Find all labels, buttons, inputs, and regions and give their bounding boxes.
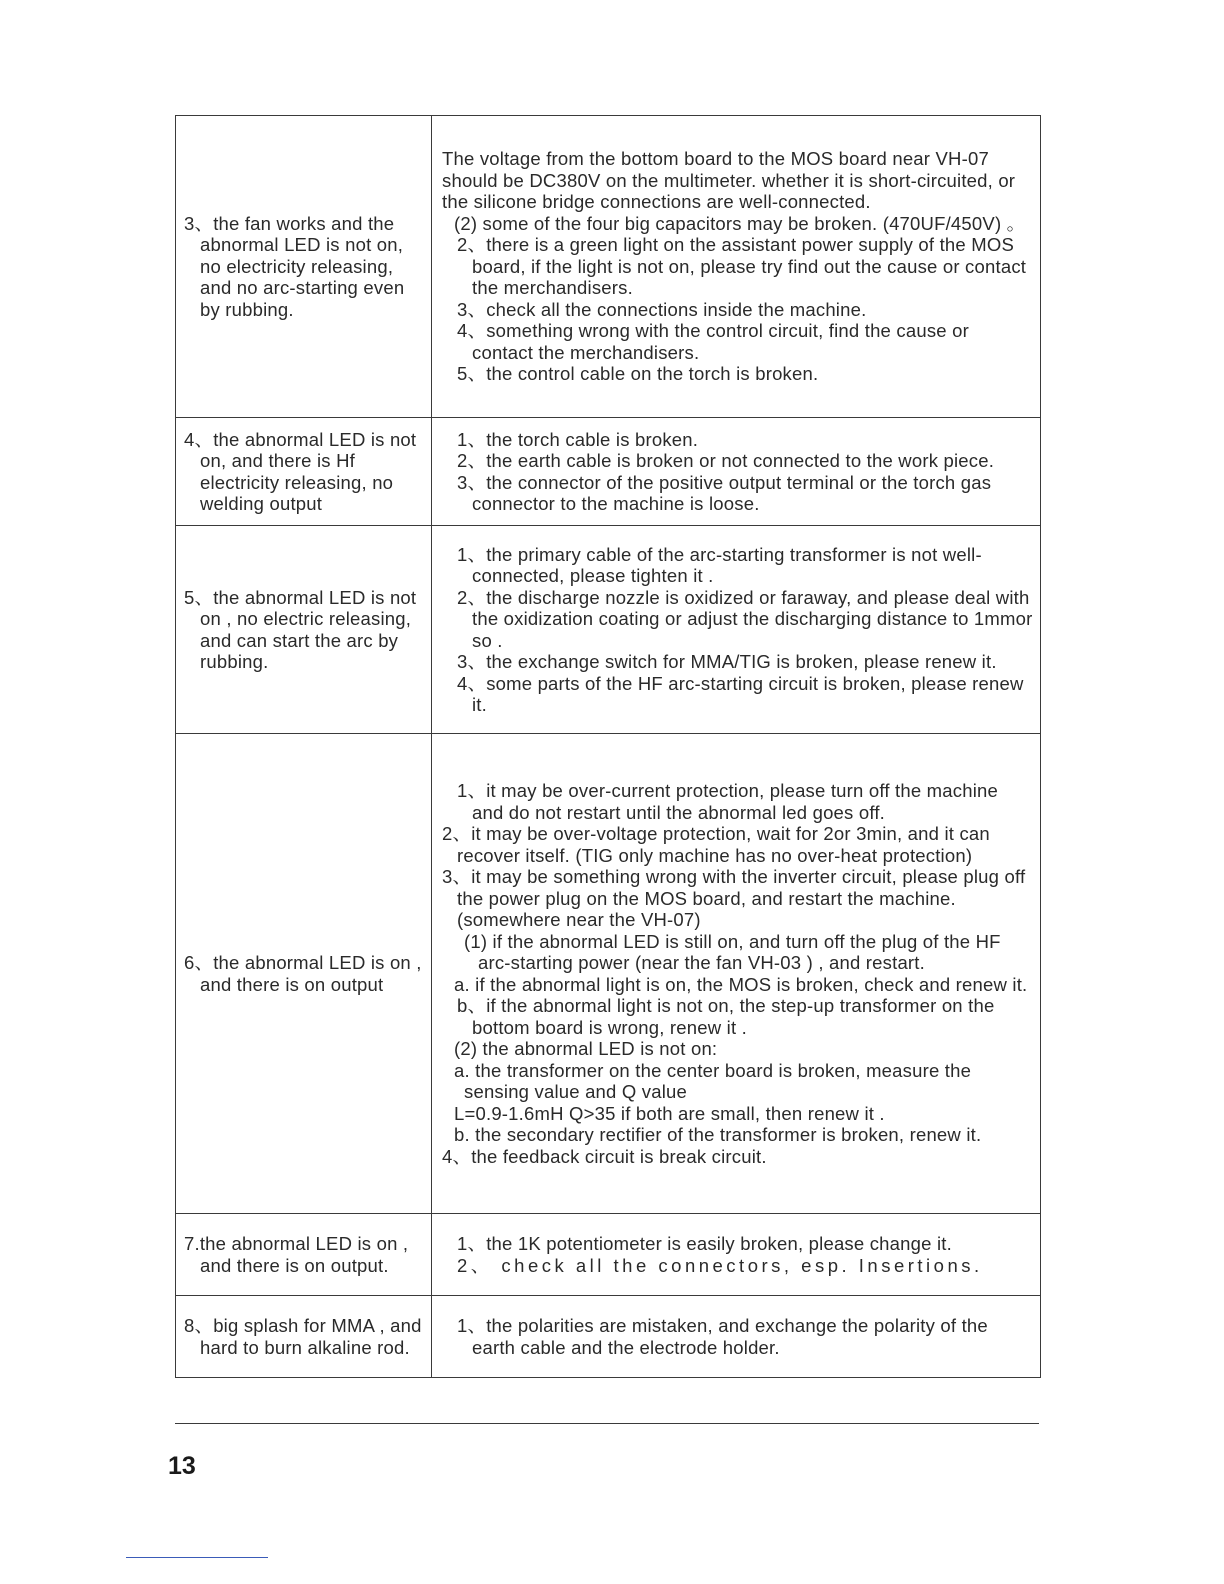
symptom-cell [176, 418, 432, 526]
troubleshooting-table [175, 115, 1041, 1378]
symptom-text: 4、the abnormal LED is not on, and there is Hf electricity releasing, no welding output [184, 428, 417, 514]
symptom-text: 8、big splash for MMA , and hard to burn alkaline rod. [184, 1315, 422, 1358]
symptom-text: 6、the abnormal LED is on , and there is on output [184, 952, 422, 995]
remedy-line: (2) the abnormal LED is not on: [454, 1038, 718, 1059]
symptom-cell [176, 1296, 432, 1378]
symptom-cell [176, 526, 432, 734]
remedy-line: 2、the earth cable is broken or not connected to the work piece. [457, 450, 995, 471]
remedy-line: 5、the control cable on the torch is broken. [457, 363, 819, 385]
remedy-line: 3、the connector of the positive output terminal or the torch gas connector to the machine is loose. [457, 471, 992, 514]
remedy-line: (2) some of the four big capacitors may be broken. (470UF/450V) 。 [454, 212, 1026, 234]
remedy-cell [432, 1214, 1041, 1296]
table-row [176, 734, 1041, 1214]
remedy-line: 2、the discharge nozzle is oxidized or faraway, and please deal with the oxidization coating or adjust the discharging distance to 1mmor so . [457, 586, 1033, 651]
symptom-cell [176, 116, 432, 418]
symptom-text: 3、the fan works and the abnormal LED is not on, no electricity releasing, and no arc-starting even by rubbing. [184, 212, 405, 320]
table-row [176, 526, 1041, 734]
remedy-cell [432, 418, 1041, 526]
table-row [176, 116, 1041, 418]
remedy-line: 2、 check all the connectors, esp. Insertions. [457, 1254, 983, 1276]
symptom-text: 5、the abnormal LED is not on , no electric releasing, and can start the arc by rubbing. [184, 586, 417, 672]
symptom-cell [176, 734, 432, 1214]
remedy-line: 4、the feedback circuit is break circuit. [442, 1145, 767, 1167]
symptom-cell [176, 1214, 432, 1296]
remedy-line: 1、the torch cable is broken. [457, 428, 699, 450]
remedy-cell [432, 1296, 1041, 1378]
remedy-line: 1、it may be over-current protection, please turn off the machine and do not restart until the abnormal led goes off. [457, 780, 999, 823]
symptom-text: 7.the abnormal LED is on , and there is on output. [184, 1233, 409, 1276]
remedy-line: 1、the polarities are mistaken, and exchange the polarity of the earth cable and the electrode holder. [457, 1315, 988, 1358]
remedy-line: 4、some parts of the HF arc-starting circuit is broken, please renew it. [457, 672, 1024, 715]
table-row [176, 1296, 1041, 1378]
remedy-line: b、if the abnormal light is not on, the step-up transformer on the bottom board is wrong, renew it . [457, 995, 995, 1038]
remedy-line: 2、it may be over-voltage protection, wait for 2or 3min, and it can recover itself. (TIG only machine has no over-heat protection) [442, 823, 990, 866]
remedy-cell [432, 116, 1041, 418]
remedy-line: 3、the exchange switch for MMA/TIG is broken, please renew it. [457, 651, 997, 672]
remedy-cell [432, 734, 1041, 1214]
page-number: 13 [168, 1452, 196, 1480]
remedy-line: 3、check all the connections inside the machine. [457, 298, 867, 320]
remedy-line: 1、the 1K potentiometer is easily broken, please change it. [457, 1233, 952, 1254]
remedy-line: L=0.9-1.6mH Q>35 if both are small, then renew it . [454, 1102, 885, 1124]
table-row [176, 418, 1041, 526]
remedy-line: The voltage from the bottom board to the MOS board near VH-07 should be DC380V on the multimeter. whether it is short-circuited, or the silicone bridge connections are well-connected. [442, 148, 1016, 213]
remedy-line: a. if the abnormal light is on, the MOS is broken, check and renew it. [454, 973, 1028, 995]
footer-divider [175, 1423, 1039, 1424]
remedy-line: (1) if the abnormal LED is still on, and turn off the plug of the HF arc-starting power (near the fan VH-03 ) , and restart. [464, 930, 1001, 973]
bottom-underline [126, 1557, 268, 1558]
table-row [176, 1214, 1041, 1296]
remedy-line: 2、there is a green light on the assistant power supply of the MOS board, if the light is not on, please try find out the cause or contact the merchandisers. [457, 234, 1027, 299]
remedy-line: a. the transformer on the center board is broken, measure the sensing value and Q value [454, 1059, 972, 1102]
remedy-line: 4、something wrong with the control circuit, find the cause or contact the merchandisers. [457, 320, 969, 363]
remedy-line: 3、it may be something wrong with the inverter circuit, please plug off the power plug on the MOS board, and restart the machine. (somewhere near the VH-07) [442, 866, 1026, 930]
remedy-cell [432, 526, 1041, 734]
remedy-line: b. the secondary rectifier of the transformer is broken, renew it. [454, 1124, 982, 1145]
remedy-line: 1、the primary cable of the arc-starting transformer is not well-connected, please tighten it . [457, 543, 982, 586]
